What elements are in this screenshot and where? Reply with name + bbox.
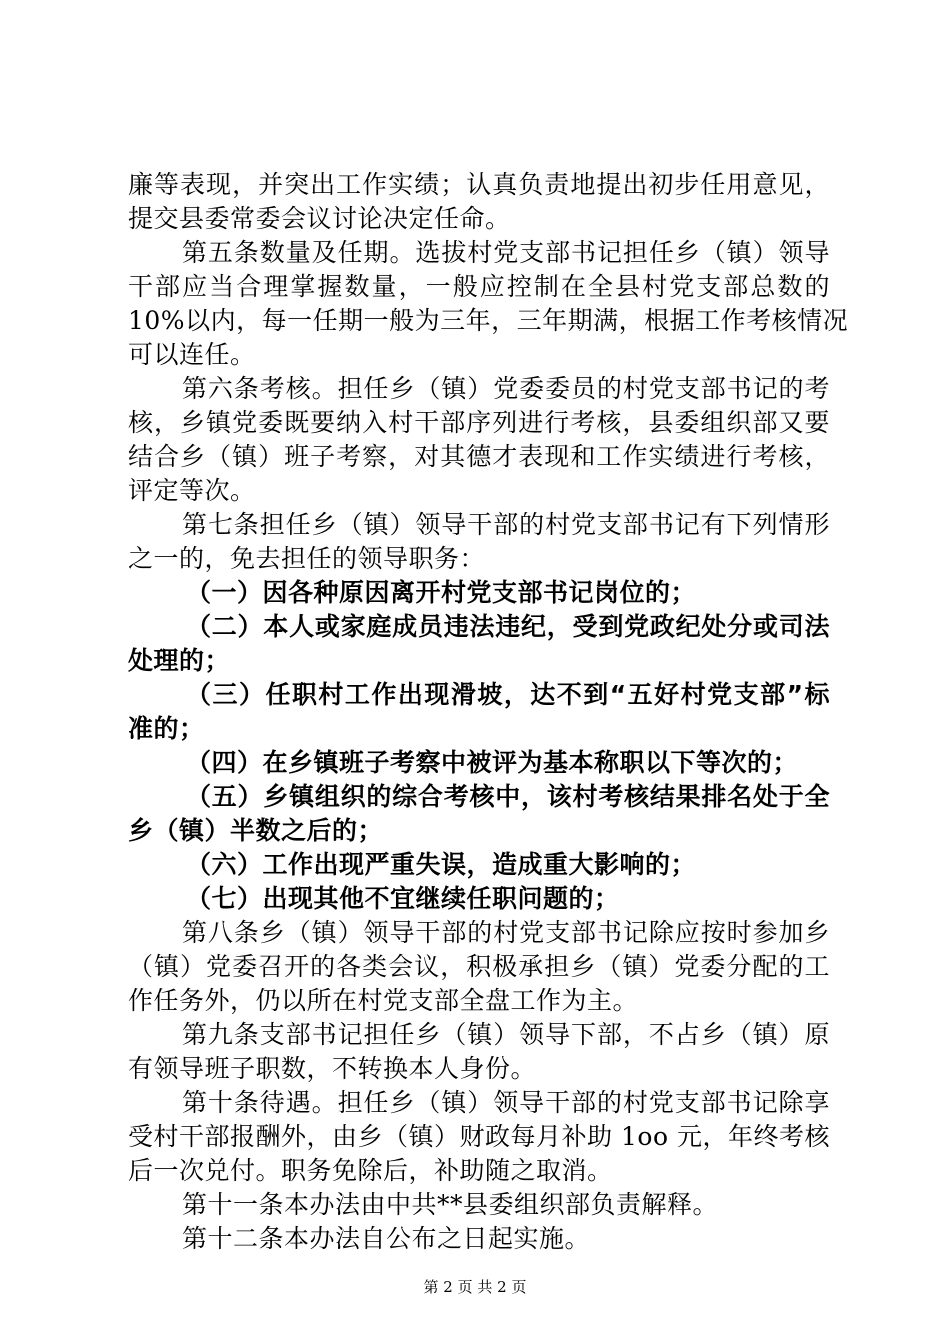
paragraph-line: 可以连任。 — [128, 340, 256, 369]
paragraph-line: 受村干部报酬外，由乡（镇）财政每月补助 1oo 元，年终考核 — [128, 1122, 830, 1151]
paragraph-line: 核，乡镇党委既要纳入村干部序列进行考核，县委组织部又要 — [128, 408, 830, 437]
paragraph-line: 评定等次。 — [128, 476, 256, 505]
paragraph-line: 廉等表现，并突出工作实绩；认真负责地提出初步任用意见， — [128, 170, 830, 199]
paragraph-line: 干部应当合理掌握数量，一般应控制在全县村党支部总数的 — [128, 272, 830, 301]
page-footer: 第 2 页 共 2 页 — [423, 1278, 527, 1296]
paragraph-line: 作任务外，仍以所在村党支部全盘工作为主。 — [128, 986, 639, 1015]
list-item-line: （二）本人或家庭成员违法违纪，受到党政纪处分或司法 — [186, 612, 830, 641]
paragraph-line: 提交县委常委会议讨论决定任命。 — [128, 204, 511, 233]
paragraph-line: 有领导班子职数，不转换本人身份。 — [128, 1054, 537, 1083]
paragraph-line: 第八条乡（镇）领导干部的村党支部书记除应按时参加乡 — [182, 918, 830, 947]
paragraph-line: 第七条担任乡（镇）领导干部的村党支部书记有下列情形 — [182, 510, 830, 539]
list-item-line: （六）工作出现严重失误，造成重大影响的； — [186, 850, 697, 879]
paragraph-line: 之一的，免去担任的领导职务： — [128, 544, 486, 573]
list-item-line: （四）在乡镇班子考察中被评为基本称职以下等次的； — [186, 748, 799, 777]
list-item-line: 处理的； — [128, 646, 231, 675]
list-item-line: （七）出现其他不宜继续任职问题的； — [186, 884, 620, 913]
paragraph-line: 第九条支部书记担任乡（镇）领导下部，不占乡（镇）原 — [182, 1020, 830, 1049]
paragraph-line: 结合乡（镇）班子考察，对其德才表现和工作实绩进行考核， — [128, 442, 830, 471]
list-item-line: 准的； — [128, 714, 205, 743]
paragraph-line: 10%以内，每一任期一般为三年，三年期满，根据工作考核情况 — [128, 306, 849, 335]
list-item-line: 乡（镇）半数之后的； — [128, 816, 384, 845]
paragraph-line: 第十条待遇。担任乡（镇）领导干部的村党支部书记除享 — [182, 1088, 830, 1117]
list-item-line: （三）任职村工作出现滑坡，达不到“五好村党支部”标 — [186, 680, 830, 709]
paragraph-line: 第十一条本办法由中共**县委组织部负责解释。 — [182, 1190, 719, 1219]
list-item-line: （一）因各种原因离开村党支部书记岗位的； — [186, 578, 697, 607]
document-body — [128, 168, 849, 1256]
paragraph-line: 第十二条本办法自公布之日起实施。 — [182, 1224, 591, 1253]
list-item-line: （五）乡镇组织的综合考核中，该村考核结果排名处于全 — [186, 782, 830, 811]
paragraph-line: 第五条数量及任期。选拔村党支部书记担任乡（镇）领导 — [182, 238, 830, 267]
paragraph-line: （镇）党委召开的各类会议，积极承担乡（镇）党委分配的工 — [128, 952, 830, 981]
paragraph-line: 后一次兑付。职务免除后，补助随之取消。 — [128, 1156, 613, 1185]
paragraph-line: 第六条考核。担任乡（镇）党委委员的村党支部书记的考 — [182, 374, 830, 403]
